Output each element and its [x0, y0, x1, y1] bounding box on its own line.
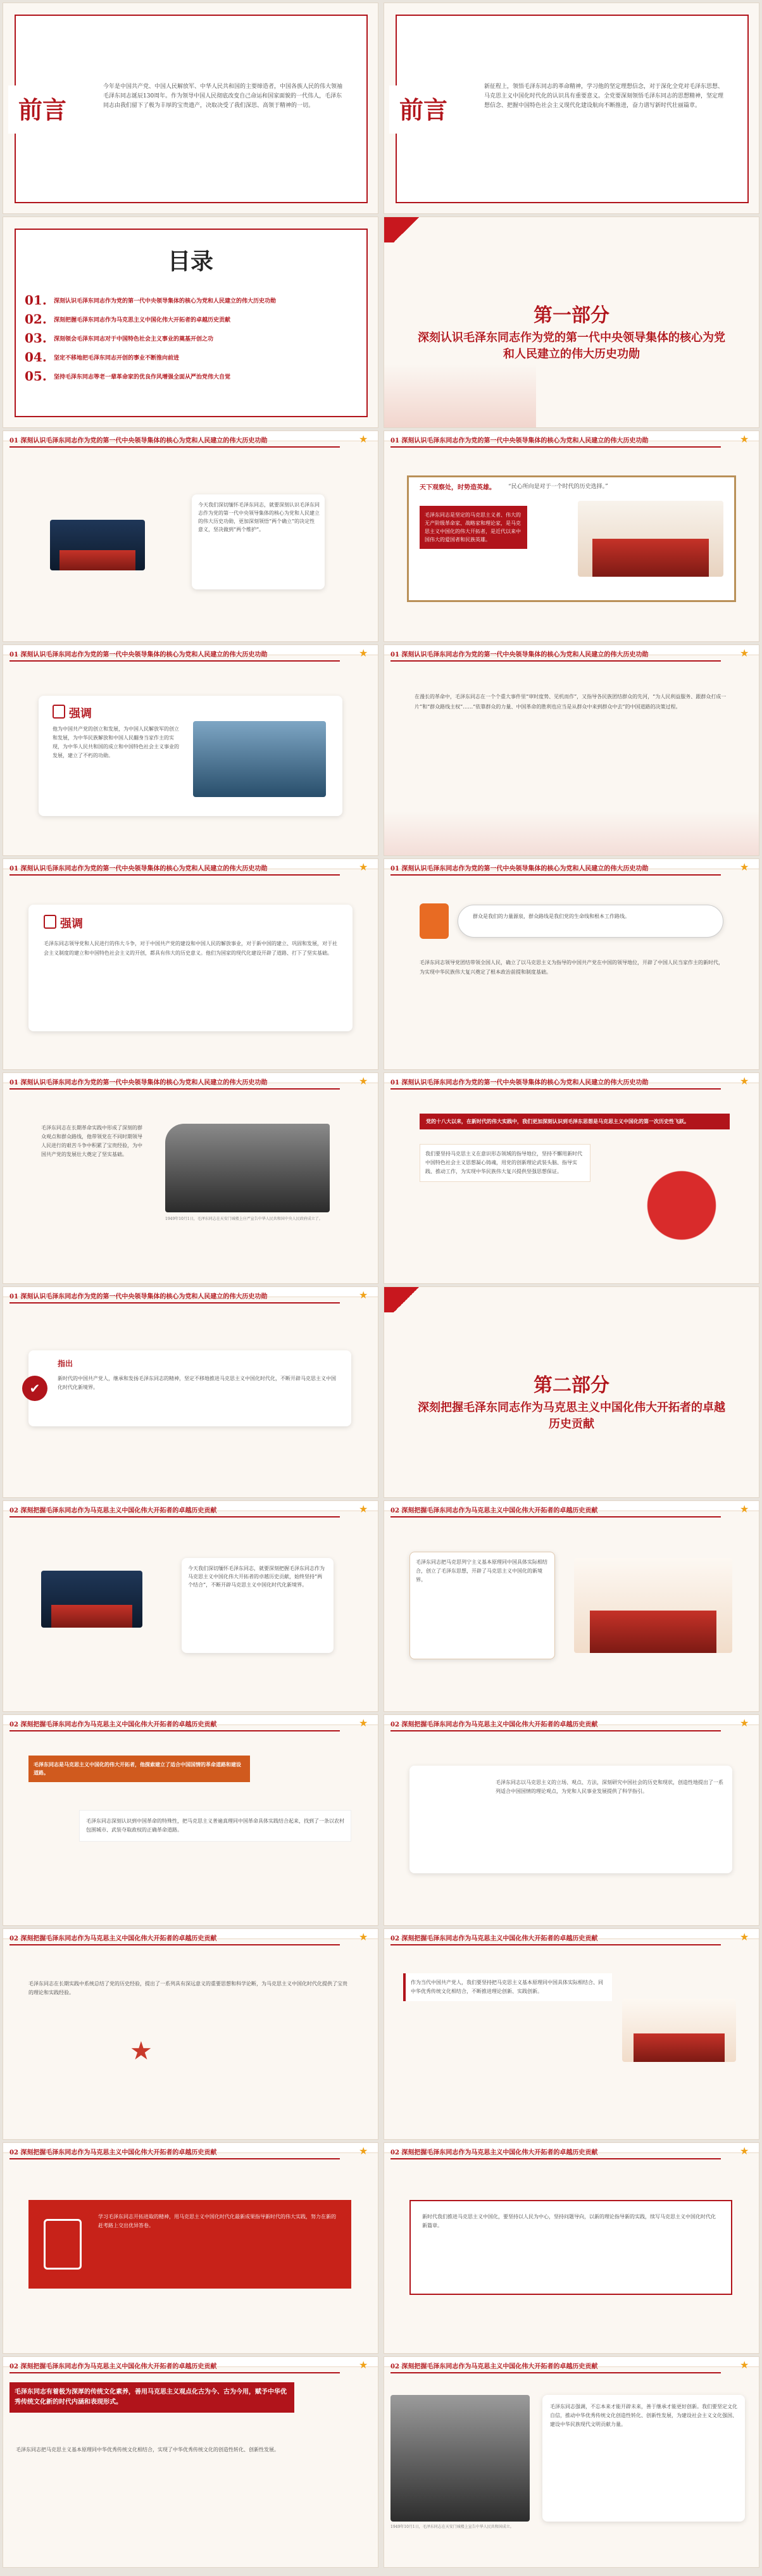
slide-3b: [384, 430, 759, 642]
star-icon: ★: [740, 1503, 749, 1515]
emphasis-icon: [44, 915, 56, 929]
part-label: 第二部分: [534, 1374, 609, 1397]
slide-header: 02 深刻把握毛泽东同志作为马克思主义中国化伟大开拓者的卓越历史贡献: [390, 1507, 598, 1514]
star-icon: ★: [359, 2359, 368, 2371]
star-icon: ★: [359, 1289, 368, 1301]
slide-10a: [3, 1928, 378, 2140]
part-title: 深刻认识毛泽东同志作为党的第一代中央领导集体的核心为党和人民建立的伟大历史功勋: [418, 331, 725, 361]
preface-text: 新征程上，领悟毛泽东同志的革命精神，学习他的坚定理想信念，对于深化全党对毛泽东思想、马克思主义中国化时代化的认识具有重要意义。全党要深刻领悟毛泽东同志的思想精神，坚定理想信念、把握中国特色社会主义现代化建设航向不断推进，奋力谱写新时代壮丽篇章。: [484, 84, 724, 109]
point-label: 指出: [58, 1359, 73, 1368]
slide-8a: [3, 1500, 378, 1712]
quote-heading: 天下观察处，时势造英雄。: [420, 484, 496, 491]
check-icon: ✔: [22, 1376, 47, 1401]
star-icon: ★: [359, 1931, 368, 1943]
slide-4a: [3, 644, 378, 856]
part-label: 第一部分: [534, 305, 609, 327]
tiananmen-image: [578, 501, 723, 577]
body-text: 毛泽东同志在长期实践中系统总结了党的历史经验，提出了一系列具有深远意义的重要思想和科学论断，为马克思主义中国化时代化提供了宝贵的理论和实践经验。: [28, 1981, 347, 1995]
slide-header: 02 深刻把握毛泽东同志作为马克思主义中国化伟大开拓者的卓越历史贡献: [390, 2363, 598, 2370]
body-text: 毛泽东同志在长期革命实践中形成了深刻的群众观点和群众路线，他带领党在不同时期领导人民进行的艰苦斗争中积累了宝贵经验，为中国共产党的发展壮大奠定了坚实基础。: [41, 1125, 142, 1157]
contents-item[interactable]: 02. 深刻把握毛泽东同志作为马克思主义中国化伟大开拓者的卓越历史贡献: [25, 311, 231, 327]
slide-6b: [384, 1072, 759, 1284]
emphasis-icon: [53, 705, 65, 719]
star-icon: ★: [740, 647, 749, 659]
historic-photo: [165, 1124, 330, 1212]
star-icon: ★: [740, 1931, 749, 1943]
flag-decoration: [384, 1287, 428, 1312]
card-text: 今天我们深切缅怀毛泽东同志，就要深刻把握毛泽东同志作为马克思主义中国化伟大开拓者的卓越历史贡献，始终坚持“两个结合”，不断开辟马克思主义中国化时代化新境界。: [188, 1566, 325, 1588]
slide-9a: [3, 1714, 378, 1926]
star-decoration: ★: [130, 2037, 153, 2066]
star-icon: ★: [359, 1075, 368, 1087]
huabiao-image: [625, 1143, 720, 1257]
slide-header: 02 深刻把握毛泽东同志作为马克思主义中国化伟大开拓者的卓越历史贡献: [9, 2363, 217, 2370]
card-text: 毛泽东同志以马克思主义的立场、观点、方法，深刻研究中国社会的历史和现状，创造性地提出了一系列适合中国国情的理论观点，为党和人民事业发展提供了科学指引。: [496, 1780, 723, 1794]
slide-header: 01 深刻认识毛泽东同志作为党的第一代中央领导集体的核心为党和人民建立的伟大历史功勋: [390, 651, 649, 658]
preface-title: 前言: [399, 96, 448, 124]
point-text: 新时代的中国共产党人，继承和发扬毛泽东同志的精神，坚定不移地推进马克思主义中国化时代化，不断开辟马克思主义中国化时代化新境界。: [58, 1376, 336, 1390]
slide-8b: [384, 1500, 759, 1712]
orange-icon-block: [420, 903, 449, 939]
contents-item[interactable]: 04. 坚定不移地把毛泽东同志开创的事业不断推向前进: [25, 349, 180, 365]
slide-header: 02 深刻把握毛泽东同志作为马克思主义中国化伟大开拓者的卓越历史贡献: [390, 1721, 598, 1728]
slide-header: 01 深刻认识毛泽东同志作为党的第一代中央领导集体的核心为党和人民建立的伟大历史功勋: [9, 1079, 268, 1086]
slide-header: 01 深刻认识毛泽东同志作为党的第一代中央领导集体的核心为党和人民建立的伟大历史功勋: [9, 651, 268, 658]
slide-part-1: [384, 217, 759, 428]
star-icon: ★: [740, 1075, 749, 1087]
slide-header: 01 深刻认识毛泽东同志作为党的第一代中央领导集体的核心为党和人民建立的伟大历史功勋: [9, 437, 268, 444]
contents-item[interactable]: 03. 深刻领会毛泽东同志对于中国特色社会主义事业的奠基开创之功: [25, 330, 214, 346]
body-text: 毛泽东同志把马克思主义基本原理同中华优秀传统文化相结合，实现了中华优秀传统文化的创造性转化、创新性发展。: [16, 2447, 279, 2453]
red-banner: 党的十八大以来，在新时代的伟大实践中，我们更加深刻认识到毛泽东思想是马克思主义中国化的第一次历史性飞跃。: [420, 1114, 730, 1129]
slide-contents: [3, 217, 378, 428]
slide-header: 01 深刻认识毛泽东同志作为党的第一代中央领导集体的核心为党和人民建立的伟大历史功勋: [390, 1079, 649, 1086]
slide-7a: [3, 1286, 378, 1498]
star-icon: ★: [359, 1717, 368, 1729]
slide-12b: [384, 2356, 759, 2568]
slide-4b: [384, 644, 759, 856]
red-banner: 毛泽东同志有着极为深厚的传统文化素养，善用马克思主义观点化古为今、古为今用，赋予中华优秀传统文化新的时代内涵和表现形式。: [9, 2382, 294, 2413]
contents-list: [25, 291, 354, 386]
checklist-icon: [44, 2219, 82, 2270]
slide-6a: [3, 1072, 378, 1284]
star-icon: ★: [740, 1717, 749, 1729]
slide-12a: [3, 2356, 378, 2568]
tiananmen-image: [41, 1571, 142, 1628]
slide-header: 02 深刻把握毛泽东同志作为马克思主义中国化伟大开拓者的卓越历史贡献: [9, 2149, 217, 2156]
tiananmen-image: [50, 520, 145, 570]
emphasis-text: 毛泽东同志领导党和人民进行的伟大斗争，对于中国共产党的建设和中国人民的解放事业，对于新中国的建立、巩固和发展，对于社会主义制度的建立和中国特色社会主义的开创，都具有伟大的历史意义。他们为国家的现代化建设开辟了道路、打下了坚实基础。: [44, 941, 337, 956]
slide-part-2: [384, 1286, 759, 1498]
slide-header: 01 深刻认识毛泽东同志作为党的第一代中央领导集体的核心为党和人民建立的伟大历史功勋: [390, 437, 649, 444]
rounded-box-text: 群众是我们的力量源泉，群众路线是我们党的生命线和根本工作路线。: [473, 914, 630, 919]
photo-caption: 1949年10月1日，毛泽东同志在天安门城楼上庄严宣告中华人民共和国中央人民政府成立了。: [165, 1217, 323, 1221]
body-text: 毛泽东同志领导党团结带领全国人民，确立了以马克思主义为指导的中国共产党在中国的领导地位，开辟了中国人民当家作主的新时代，为实现中华民族伟大复兴奠定了根本政治前提和制度基础。: [420, 960, 723, 975]
quote-text: “民心所向是对于一个时代的历史选择。”: [508, 484, 608, 490]
star-icon: ★: [359, 2145, 368, 2157]
contents-item[interactable]: 05. 坚持毛泽东同志等老一辈革命家的优良作风增强全面从严治党伟大自觉: [25, 368, 231, 384]
star-icon: ★: [359, 1503, 368, 1515]
slide-5b: [384, 858, 759, 1070]
star-icon: ★: [359, 433, 368, 445]
checklist-text: 学习毛泽东同志开拓进取的精神，用马克思主义中国化时代化最新成果指导新时代的伟大实践，努力在新的赶考路上交出优异答卷。: [98, 2214, 336, 2228]
red-banner: 毛泽东同志是马克思主义中国化的伟大开拓者，他探索建立了适合中国国情的革命道路和建设道路。: [28, 1756, 250, 1782]
historic-photo: [390, 2395, 530, 2522]
card-text: 今天我们深切缅怀毛泽东同志，就要深刻认识毛泽东同志作为党的第一代中央领导集体的核心为党和人民建立的伟大历史功勋，更加深刻领悟“两个确立”的决定性意义，坚决做到“两个维护”。: [198, 502, 320, 532]
star-icon: ★: [740, 2359, 749, 2371]
emphasis-text: 他为中国共产党的创立和发展，为中国人民解放军的创立和发展，为中华民族解放和中国人民翻身当家作主的实现，为中华人民共和国的成立和中国特色社会主义事业的发展，建立了不朽的功勋。: [53, 726, 179, 758]
slide-header: 02 深刻把握毛泽东同志作为马克思主义中国化伟大开拓者的卓越历史贡献: [9, 1721, 217, 1728]
slide-11a: [3, 2142, 378, 2354]
star-icon: ★: [740, 2145, 749, 2157]
sea-image: [193, 721, 326, 797]
quote-body: 毛泽东同志是坚定的马克思主义者、伟大的无产阶级革命家、战略家和理论家，是马克思主义中国化的伟大开拓者，是近代以来中国伟大的爱国者和民族英雄。: [420, 506, 527, 549]
slide-preface-2: [384, 3, 759, 214]
tiananmen-image: [622, 1999, 736, 2062]
part-title: 深刻把握毛泽东同志作为马克思主义中国化伟大开拓者的卓越历史贡献: [418, 1401, 725, 1431]
slide-9b: [384, 1714, 759, 1926]
body-text: 毛泽东同志深刻认识到中国革命的特殊性，把马克思主义普遍真理同中国革命具体实践结合起来，找到了一条以农村包围城市、武装夺取政权的正确革命道路。: [79, 1810, 351, 1842]
star-icon: ★: [359, 647, 368, 659]
tiananmen-image: [574, 1558, 732, 1653]
flag-decoration: [384, 217, 428, 242]
slide-5a: [3, 858, 378, 1070]
emphasis-label: 强调: [69, 707, 92, 720]
body-text: 我们要坚持马克思主义在意识形态领域的指导地位，坚持不懈用新时代中国特色社会主义思想凝心铸魂，用党的创新理论武装头脑、指导实践、推动工作，为实现中华民族伟大复兴提供坚强思想保证。: [420, 1144, 590, 1182]
slide-11b: [384, 2142, 759, 2354]
slide-10b: [384, 1928, 759, 2140]
body-text: 在漫长的革命中，毛泽东同志在一个个重大事件里“审时度势、见机而作”，又指导各民族团结群众的先河，“为人民利益服务、跟群众打成一片”和“群众路线主权”……“依靠群众的力量、中国革命的胜利也应当是从群众中来到群众中去”的中国道路的决策过程。: [415, 694, 727, 710]
card-text: 毛泽东同志把马克思列宁主义基本原理同中国具体实际相结合，创立了毛泽东思想，开辟了马克思主义中国化的新境界。: [416, 1559, 547, 1583]
contents-title: 目录: [167, 248, 213, 275]
contents-item[interactable]: 01. 深刻认识毛泽东同志作为党的第一代中央领导集体的核心为党和人民建立的伟大历史功勋: [25, 292, 277, 308]
star-icon: ★: [740, 861, 749, 873]
slide-header: 01 深刻认识毛泽东同志作为党的第一代中央领导集体的核心为党和人民建立的伟大历史功勋: [390, 865, 649, 872]
slide-3a: [3, 430, 378, 642]
slide-header: 02 深刻把握毛泽东同志作为马克思主义中国化伟大开拓者的卓越历史贡献: [390, 1935, 598, 1942]
slide-header: 02 深刻把握毛泽东同志作为马克思主义中国化伟大开拓者的卓越历史贡献: [9, 1507, 217, 1514]
emphasis-label: 强调: [60, 917, 83, 931]
slide-header: 02 深刻把握毛泽东同志作为马克思主义中国化伟大开拓者的卓越历史贡献: [9, 1935, 217, 1942]
slide-header: 01 深刻认识毛泽东同志作为党的第一代中央领导集体的核心为党和人民建立的伟大历史功勋: [9, 1293, 268, 1300]
framed-text: 新时代我们推进马克思主义中国化，要坚持以人民为中心，坚持问题导向，以新的理论指导新的实践，续写马克思主义中国化时代化新篇章。: [422, 2214, 716, 2228]
photo-caption: 1949年10月1日，毛泽东同志在天安门城楼上宣告中华人民共和国成立。: [390, 2525, 514, 2529]
preface-text: 今年是中国共产党、中国人民解放军、中华人民共和国的主要缔造者，中国各族人民的伟大领袖毛泽东同志诞辰130周年。作为领导中国人民彻底改变自己命运和国家面貌的一代伟人，毛泽东同志由我们留下了极为丰厚的宝贵遗产，决取决受了我们深思、高领于精神的一切。: [103, 84, 343, 109]
card-text: 毛泽东同志强调，不忘本来才能开辟未来，善于继承才能更好创新。我们要坚定文化自信，推动中华优秀传统文化创造性转化、创新性发展，为建设社会主义文化强国、建设中华民族现代文明贡献力量。: [550, 2404, 737, 2427]
preface-title: 前言: [18, 96, 67, 124]
body-text: 作为当代中国共产党人，我们要坚持把马克思主义基本原理同中国具体实际相结合、同中华优秀传统文化相结合，不断推进理论创新、实践创新。: [403, 1973, 612, 2001]
star-icon: ★: [359, 861, 368, 873]
star-icon: ★: [740, 433, 749, 445]
slide-header: 02 深刻把握毛泽东同志作为马克思主义中国化伟大开拓者的卓越历史贡献: [390, 2149, 598, 2156]
rounded-box: [458, 905, 723, 938]
slide-header: 01 深刻认识毛泽东同志作为党的第一代中央领导集体的核心为党和人民建立的伟大历史功勋: [9, 865, 268, 872]
slide-preface-1: [3, 3, 378, 214]
bottom-strip: [384, 811, 759, 855]
